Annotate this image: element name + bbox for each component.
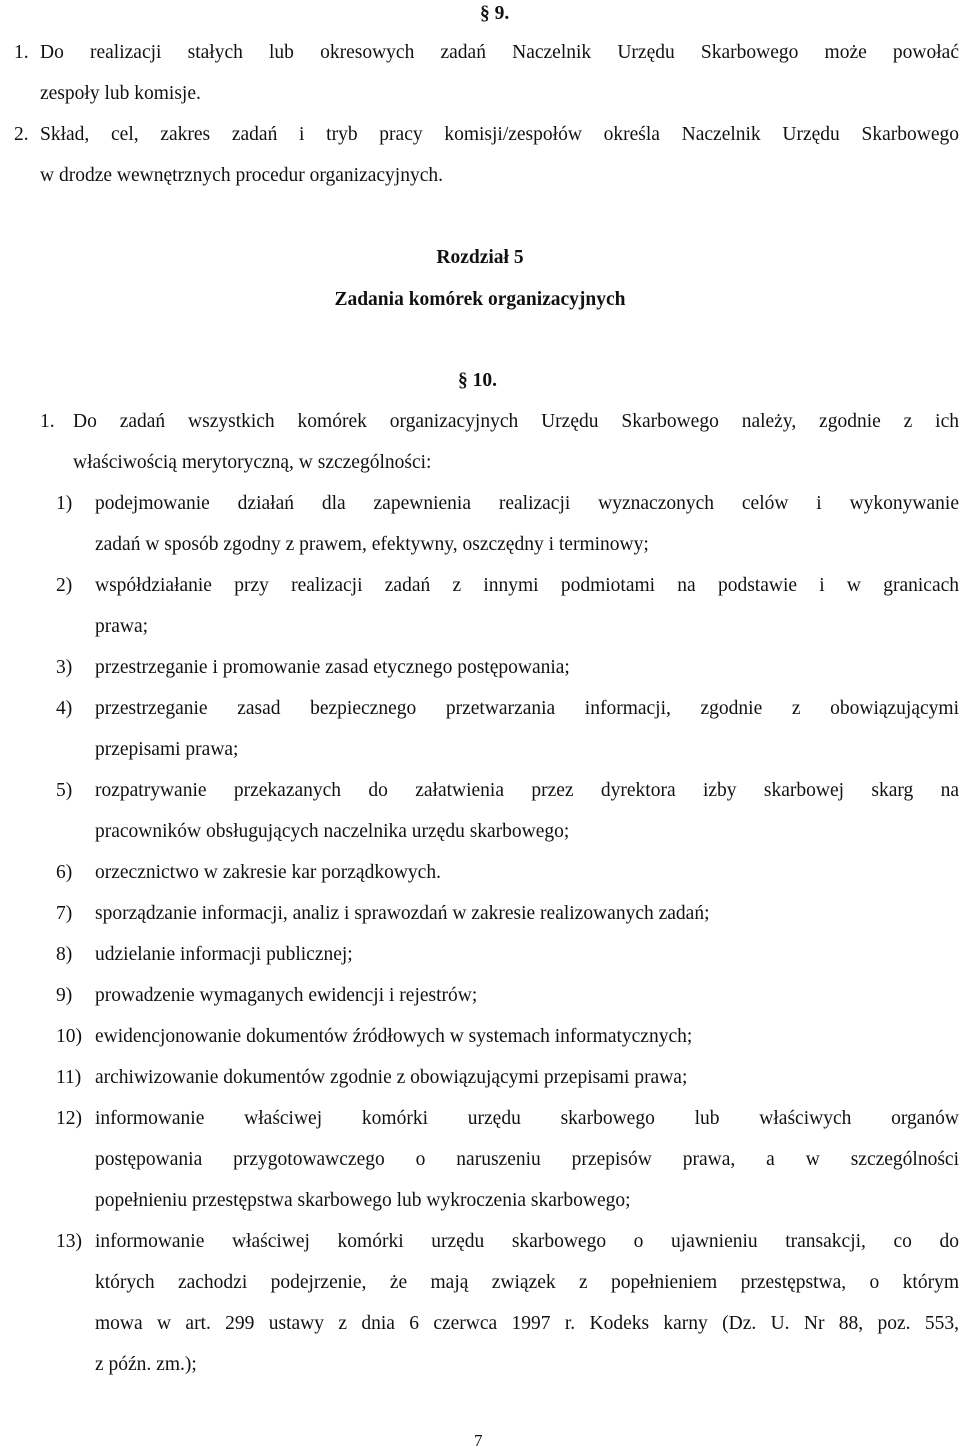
point-8-number: 8) bbox=[56, 944, 73, 965]
point-9-number: 9) bbox=[56, 985, 73, 1006]
point-10-number: 10) bbox=[56, 1026, 82, 1047]
point-4-line-2: przepisami prawa; bbox=[95, 739, 239, 760]
section-10-heading: § 10. bbox=[458, 370, 497, 391]
point-7-number: 7) bbox=[56, 903, 73, 924]
section-9-item-2-line-1: Skład, cel, zakres zadań i tryb pracy komisji/zespołów określa Naczelnik Urzędu Skarbowego bbox=[40, 124, 959, 145]
point-12-line-1: informowanie właściwej komórki urzędu skarbowego lub właściwych organów bbox=[95, 1108, 959, 1129]
page-number: 7 bbox=[474, 1431, 483, 1450]
section-9-item-2-line-2: w drodze wewnętrznych procedur organizacyjnych. bbox=[40, 165, 444, 186]
point-1-number: 1) bbox=[56, 493, 73, 514]
point-6-number: 6) bbox=[56, 862, 73, 883]
point-9-line-1: prowadzenie wymaganych ewidencji i rejestrów; bbox=[95, 985, 478, 1006]
point-1-line-2: zadań w sposób zgodny z prawem, efektywny, oszczędny i terminowy; bbox=[95, 534, 649, 555]
section-9-item-2-number: 2. bbox=[14, 124, 29, 145]
point-5-number: 5) bbox=[56, 780, 73, 801]
point-12-line-2: postępowania przygotowawczego o naruszeniu przepisów prawa, a w szczególności bbox=[95, 1149, 959, 1170]
point-5-line-2: pracowników obsługujących naczelnika urzędu skarbowego; bbox=[95, 821, 570, 842]
section-9-item-1-line-1: Do realizacji stałych lub okresowych zadań Naczelnik Urzędu Skarbowego może powołać bbox=[40, 42, 959, 63]
point-4-number: 4) bbox=[56, 698, 73, 719]
point-3-line-1: przestrzeganie i promowanie zasad etycznego postępowania; bbox=[95, 657, 570, 678]
point-10-line-1: ewidencjonowanie dokumentów źródłowych w systemach informatycznych; bbox=[95, 1026, 693, 1047]
point-3-number: 3) bbox=[56, 657, 73, 678]
point-6-line-1: orzecznictwo w zakresie kar porządkowych. bbox=[95, 862, 441, 883]
point-13-number: 13) bbox=[56, 1231, 82, 1252]
point-12-number: 12) bbox=[56, 1108, 82, 1129]
point-13-line-3: mowa w art. 299 ustawy z dnia 6 czerwca 1997 r. Kodeks karny (Dz. U. Nr 88, poz. 553, bbox=[95, 1313, 959, 1334]
section-9-item-1-number: 1. bbox=[14, 42, 29, 63]
chapter-subtitle: Zadania komórek organizacyjnych bbox=[334, 289, 626, 310]
point-13-line-1: informowanie właściwej komórki urzędu skarbowego o ujawnieniu transakcji, co do bbox=[95, 1231, 959, 1252]
point-7-line-1: sporządzanie informacji, analiz i sprawozdań w zakresie realizowanych zadań; bbox=[95, 903, 710, 924]
point-13-line-2: których zachodzi podejrzenie, że mają związek z popełnieniem przestępstwa, o którym bbox=[95, 1272, 959, 1293]
point-2-line-2: prawa; bbox=[95, 616, 149, 637]
point-12-line-3: popełnieniu przestępstwa skarbowego lub wykroczenia skarbowego; bbox=[95, 1190, 631, 1211]
point-13-line-4: z późn. zm.); bbox=[95, 1354, 197, 1375]
section-10-intro-line-2: właściwością merytoryczną, w szczególności: bbox=[73, 452, 432, 473]
point-2-number: 2) bbox=[56, 575, 73, 596]
point-5-line-1: rozpatrywanie przekazanych do załatwienia przez dyrektora izby skarbowej skarg na bbox=[95, 780, 959, 801]
chapter-title: Rozdział 5 bbox=[436, 247, 524, 268]
point-4-line-1: przestrzeganie zasad bezpiecznego przetwarzania informacji, zgodnie z obowiązującymi bbox=[95, 698, 959, 719]
point-8-line-1: udzielanie informacji publicznej; bbox=[95, 944, 353, 965]
point-2-line-1: współdziałanie przy realizacji zadań z innymi podmiotami na podstawie i w granicach bbox=[95, 575, 959, 596]
point-11-line-1: archiwizowanie dokumentów zgodnie z obowiązującymi przepisami prawa; bbox=[95, 1067, 688, 1088]
section-9-heading: § 9. bbox=[480, 3, 510, 24]
section-10-intro-line-1: Do zadań wszystkich komórek organizacyjnych Urzędu Skarbowego należy, zgodnie z ich bbox=[73, 411, 959, 432]
point-1-line-1: podejmowanie działań dla zapewnienia realizacji wyznaczonych celów i wykonywanie bbox=[95, 493, 959, 514]
section-9-item-1-line-2: zespoły lub komisje. bbox=[40, 83, 201, 104]
point-11-number: 11) bbox=[56, 1067, 82, 1088]
section-10-intro-number: 1. bbox=[40, 411, 55, 432]
